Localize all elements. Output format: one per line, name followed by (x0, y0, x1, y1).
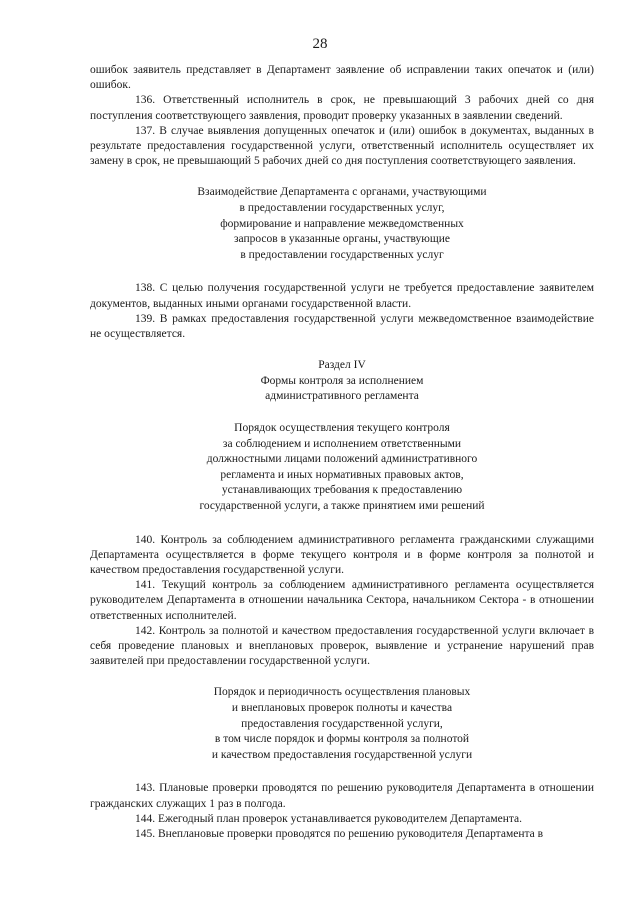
heading-line: устанавливающих требования к предоставлению (221, 484, 463, 497)
heading-current-control (90, 421, 594, 515)
heading-line: и качеством предоставления государственной услуги (211, 748, 473, 761)
section-title-line: административного регламента (265, 390, 419, 403)
section-number: Раздел IV (318, 359, 366, 372)
paragraph-143: 143. Плановые проверки проводятся по решению руководителя Департамента в отношении гражданских служащих 1 раз в полгода. (90, 782, 594, 810)
paragraph-141: 141. Текущий контроль за соблюдением административного регламента осуществляется руководителем Департамента в отношении начальника Сектора, начальником Сектора - в отношении ответственных исполнителей. (90, 579, 594, 622)
heading-line: запросов в указанные органы, участвующие (233, 233, 451, 246)
heading-line: в предоставлении государственных услуг, (239, 202, 445, 215)
heading-line: формирование и направление межведомственных (220, 217, 464, 230)
heading-interaction (90, 185, 594, 263)
heading-line: Порядок осуществления текущего контроля (234, 421, 450, 434)
heading-line: предоставления государственной услуги, (241, 717, 443, 730)
paragraph-136: 136. Ответственный исполнитель в срок, не превышающий 3 рабочих дней со дня поступления соответствующего заявления, проводит проверку указанных в заявлении сведений. (90, 94, 594, 122)
paragraph-137: 137. В случае выявления допущенных опечаток и (или) ошибок в документах, выданных в результате предоставления государственной услуги, ответственный исполнитель осуществляет их замену в срок, не превышающий 5 рабочих дней со дня поступления соответствующего заявления. (90, 124, 594, 168)
section-title-line: Формы контроля за исполнением (260, 374, 424, 387)
paragraph-144: 144. Ежегодный план проверок устанавливается руководителем Департамента. (135, 812, 523, 825)
paragraph-140: 140. Контроль за соблюдением административного регламента гражданскими служащими Департамента осуществляется в форме текущего контроля и в форме контроля за полнотой и качеством предоставления государственной услуги. (90, 533, 594, 576)
heading-line: государственной услуги, а также принятием ими решений (199, 499, 485, 512)
section-heading (90, 358, 594, 405)
heading-line: за соблюдением и исполнением ответственными (222, 437, 462, 450)
heading-line: регламента и иных нормативных правовых актов, (220, 468, 464, 481)
heading-line: Взаимодействие Департамента с органами, участвующими (197, 186, 487, 199)
heading-line: должностными лицами положений административного (206, 453, 478, 466)
paragraph-135-continuation: ошибок заявитель представляет в Департамент заявление об исправлении таких опечаток и (или) ошибок. (90, 64, 594, 92)
paragraph-139: 139. В рамках предоставления государственной услуги межведомственное взаимодействие не осуществляется. (90, 312, 594, 340)
heading-inspections (90, 685, 594, 763)
page-number: 28 (312, 36, 328, 52)
page-content (90, 63, 594, 842)
heading-line: Порядок и периодичность осуществления плановых (213, 686, 471, 699)
paragraph-142: 142. Контроль за полнотой и качеством предоставления государственной услуги включает в себя проведение плановых и внеплановых проверок, выявление и устранение нарушений прав заявителей при предоставлении государственной услуги. (90, 624, 594, 668)
paragraph-138: 138. С целью получения государственной услуги не требуется предоставление заявителем документов, выданных иными органами государственной власти. (90, 282, 594, 310)
paragraph-145: 145. Внеплановые проверки проводятся по решению руководителя Департамента в (135, 827, 544, 840)
heading-line: и внеплановых проверок полноты и качества (231, 701, 453, 714)
heading-line: в том числе порядок и формы контроля за полнотой (214, 733, 470, 746)
heading-line: в предоставлении государственных услуг (240, 248, 444, 261)
